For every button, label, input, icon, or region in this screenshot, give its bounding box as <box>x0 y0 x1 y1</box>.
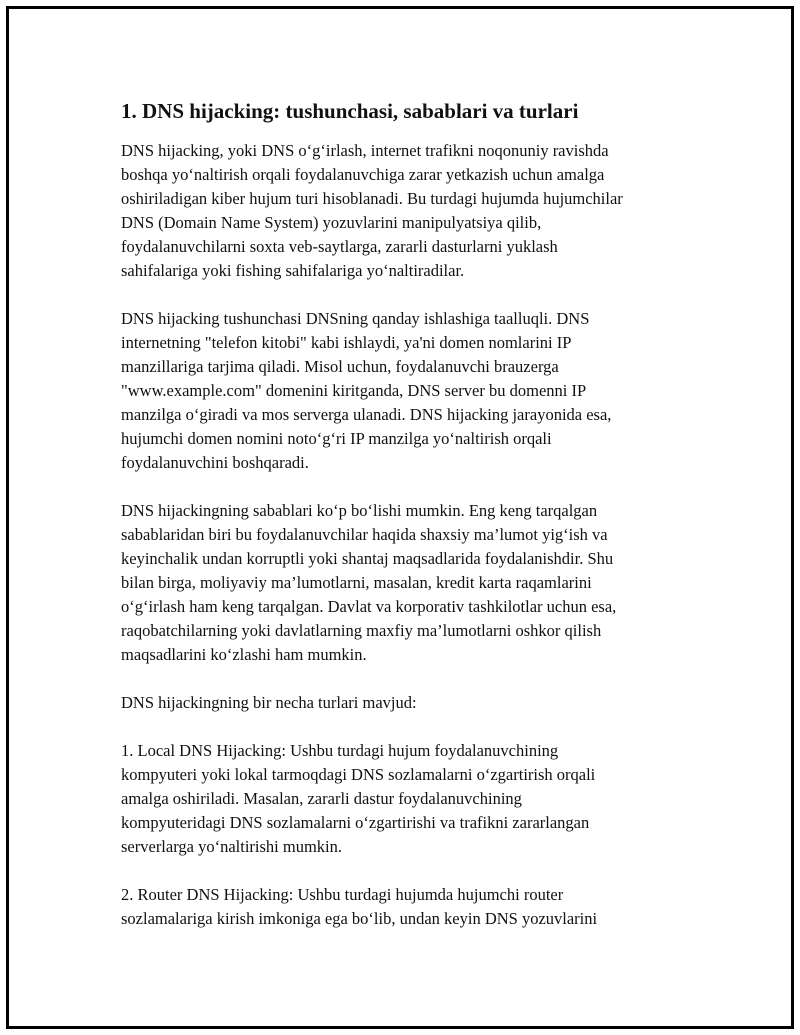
text-line: kompyuteri yoki lokal tarmoqdagi DNS sozlamalarni o‘zgartirish orqali <box>121 765 596 784</box>
text-line: manzilga o‘giradi va mos serverga ulanadi. DNS hijacking jarayonida esa, <box>121 405 612 424</box>
text-line: foydalanuvchini boshqaradi. <box>121 453 309 472</box>
text-line: sozlamalariga kirish imkoniga ega bo‘lib, undan keyin DNS yozuvlarini <box>121 909 598 928</box>
text-line: "www.example.com" domenini kiritganda, DNS server bu domenni IP <box>121 381 587 400</box>
text-line: DNS hijackingning bir necha turlari mavjud: <box>121 693 417 712</box>
text-line: oshiriladigan kiber hujum turi hisoblanadi. Bu turdagi hujumda hujumchilar <box>121 189 623 208</box>
text-line: sabablaridan biri bu foydalanuvchilar haqida shaxsiy ma’lumot yig‘ish va <box>121 525 608 544</box>
text-line: o‘g‘irlash ham keng tarqalgan. Davlat va korporativ tashkilotlar uchun esa, <box>121 597 617 616</box>
text-line: 1. Local DNS Hijacking: Ushbu turdagi hujum foydalanuvchining <box>121 741 559 760</box>
text-line: maqsadlarini ko‘zlashi ham mumkin. <box>121 645 367 664</box>
text-line: DNS hijacking, yoki DNS o‘g‘irlash, internet trafikni noqonuniy ravishda <box>121 141 609 160</box>
text-line: boshqa yo‘naltirish orqali foydalanuvchiga zarar yetkazish uchun amalga <box>121 165 605 184</box>
text-line: DNS hijacking tushunchasi DNSning qanday ishlashiga taalluqli. DNS <box>121 309 590 328</box>
paragraph-types-intro <box>121 691 681 715</box>
text-line: internetning "telefon kitobi" kabi ishlaydi, ya'ni domen nomlarini IP <box>121 333 572 352</box>
text-line: hujumchi domen nomini noto‘g‘ri IP manzilga yo‘naltirish orqali <box>121 429 552 448</box>
document-body <box>121 97 681 955</box>
text-line: DNS (Domain Name System) yozuvlarini manipulyatsiya qilib, <box>121 213 542 232</box>
paragraph-reasons <box>121 499 681 667</box>
list-item-router-dns <box>121 883 681 931</box>
text-line: keyinchalik undan korruptli yoki shantaj maqsadlarida foydalanishdir. Shu <box>121 549 614 568</box>
text-line: serverlarga yo‘naltirishi mumkin. <box>121 837 343 856</box>
paragraph-concept <box>121 307 681 475</box>
text-line: kompyuteridagi DNS sozlamalarni o‘zgartirishi va trafikni zararlangan <box>121 813 590 832</box>
text-line: DNS hijackingning sabablari ko‘p bo‘lishi mumkin. Eng keng tarqalgan <box>121 501 598 520</box>
text-line: sahifalariga yoki fishing sahifalariga yo‘naltiradilar. <box>121 261 465 280</box>
page-frame <box>6 6 794 1029</box>
paragraph-definition <box>121 139 681 283</box>
text-line: manzillariga tarjima qiladi. Misol uchun, foydalanuvchi brauzerga <box>121 357 559 376</box>
text-line: amalga oshiriladi. Masalan, zararli dastur foydalanuvchining <box>121 789 522 808</box>
text-line: raqobatchilarning yoki davlatlarning maxfiy ma’lumotlarni oshkor qilish <box>121 621 602 640</box>
text-line: bilan birga, moliyaviy ma’lumotlarni, masalan, kredit karta raqamlarini <box>121 573 592 592</box>
section-title: 1. DNS hijacking: tushunchasi, sabablari va turlari <box>121 99 579 123</box>
list-item-local-dns <box>121 739 681 859</box>
text-line: 2. Router DNS Hijacking: Ushbu turdagi hujumda hujumchi router <box>121 885 564 904</box>
text-line: foydalanuvchilarni soxta veb-saytlarga, zararli dasturlarni yuklash <box>121 237 558 256</box>
